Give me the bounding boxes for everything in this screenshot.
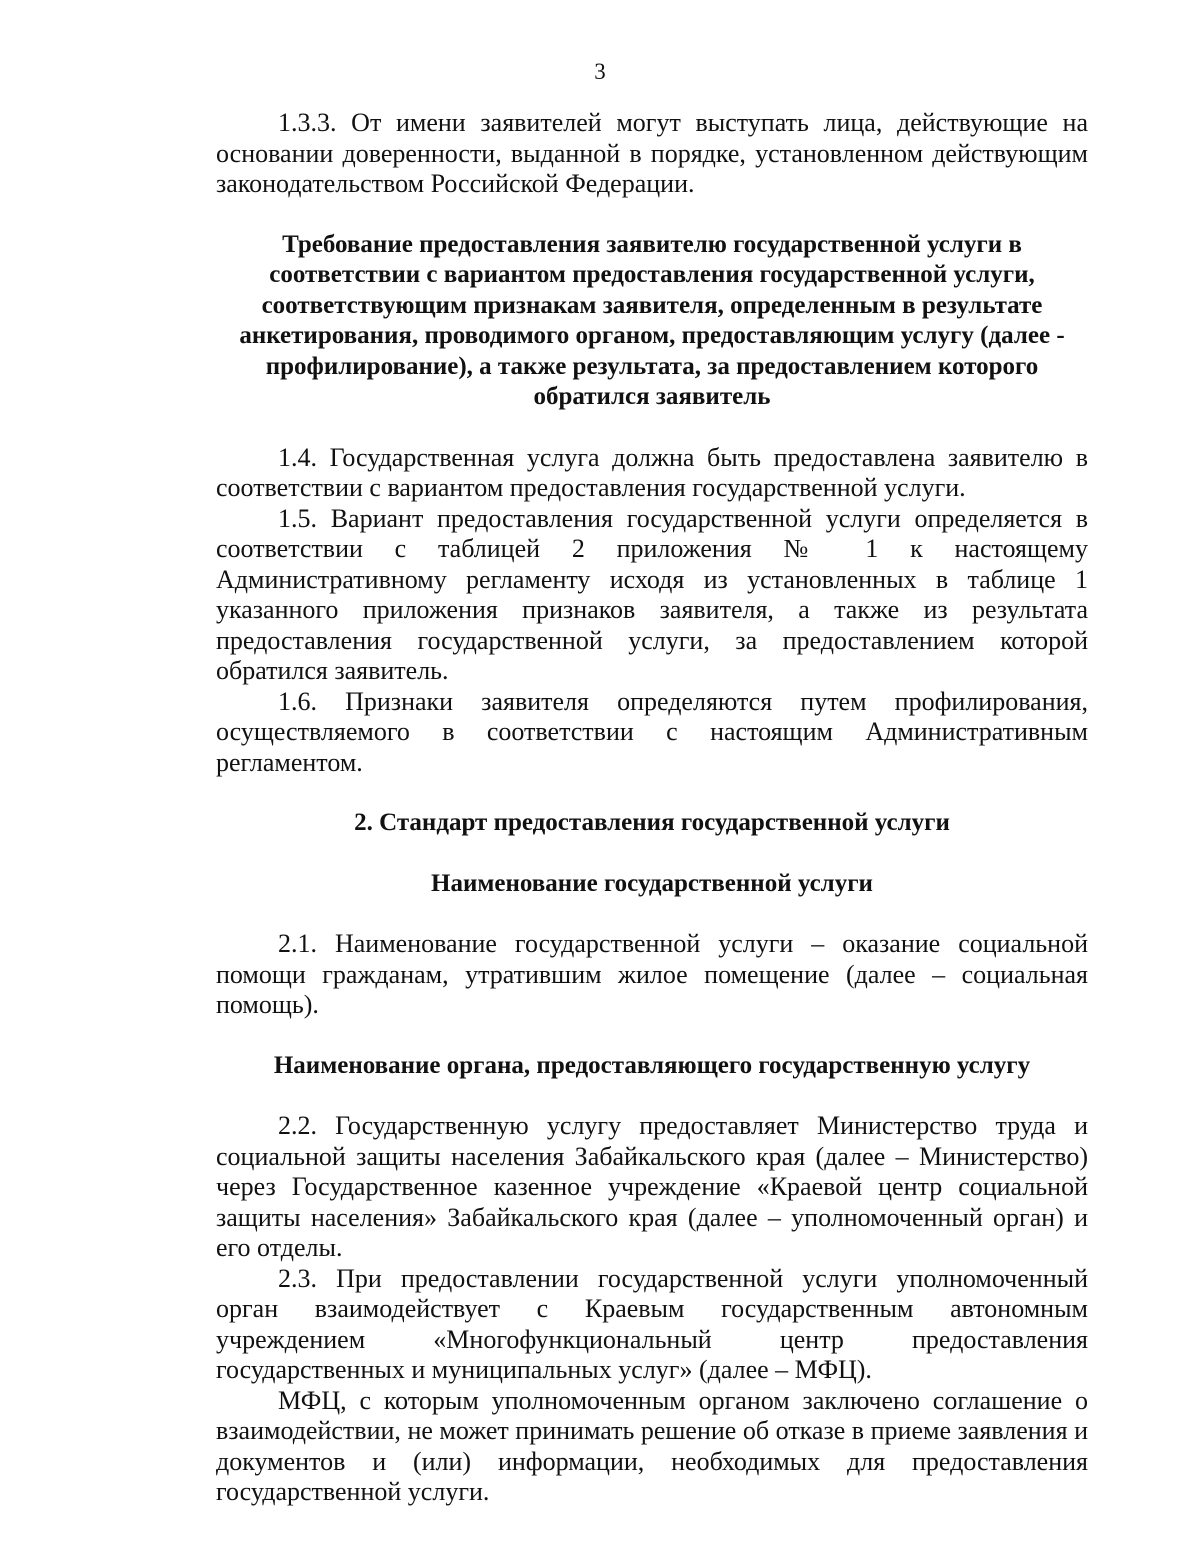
paragraph-1-6: 1.6. Признаки заявителя определяются путем профилирования, осуществляемого в соответствии с настоящим Административным регламентом. [216, 686, 1088, 777]
document-body [216, 108, 1088, 1508]
paragraph-2-3: 2.3. При предоставлении государственной услуги уполномоченный орган взаимодействует с Краевым государственным автономным учреждением «Многофункциональный центр предоставления государственных и муниципальных услуг» (далее – МФЦ). [216, 1263, 1088, 1384]
paragraph-1-4: 1.4. Государственная услуга должна быть предоставлена заявителю в соответствии с вариантом предоставления государственной услуги. [216, 442, 1088, 502]
paragraph-2-1: 2.1. Наименование государственной услуги – оказание социальной помощи гражданам, утратившим жилое помещение (далее – социальная помощь). [216, 929, 1088, 1019]
paragraph-1-3-3: 1.3.3. От имени заявителей могут выступать лица, действующие на основании доверенности, выданной в порядке, установленном действующим законодательством Российской Федерации. [216, 108, 1088, 198]
paragraph-mfc: МФЦ, с которым уполномоченным органом заключено соглашение о взаимодействии, не может принимать решение об отказе в приеме заявления и документов и (или) информации, необходимых для предоставления государственной услуги. [216, 1385, 1088, 1506]
paragraph-2-2: 2.2. Государственную услугу предоставляет Министерство труда и социальной защиты населения Забайкальского края (далее – Министерство) через Государственное казенное учреждение «Краевой центр социальной защиты населения» Забайкальского края (далее – уполномоченный орган) и его отделы. [216, 1111, 1088, 1262]
paragraph-1-5: 1.5. Вариант предоставления государственной услуги определяется в соответствии с таблицей 2 приложения № 1 к настоящему Административному регламенту исходя из установленных в таблице 1 указанного приложения признаков заявителя, а также из результата предоставления государственной услуги, за предоставлением которой обратился заявитель. [216, 503, 1088, 685]
page-number: 3 [594, 59, 606, 84]
heading-section-2: 2. Стандарт предоставления государственной услуги [354, 809, 950, 836]
heading-requirement: Требование предоставления заявителю государственной услуги в соответствии с вариантом предоставления государственной услуги, соответствующим признакам заявителя, определенным в результате анкетирования, проводимого органом, предоставляющим услугу (далее - профилирование), а также результата, за предоставлением которого обратился заявитель [239, 230, 1065, 410]
heading-authority-name: Наименование органа, предоставляющего государственную услугу [273, 1051, 1031, 1079]
heading-service-name: Наименование государственной услуги [431, 869, 873, 897]
